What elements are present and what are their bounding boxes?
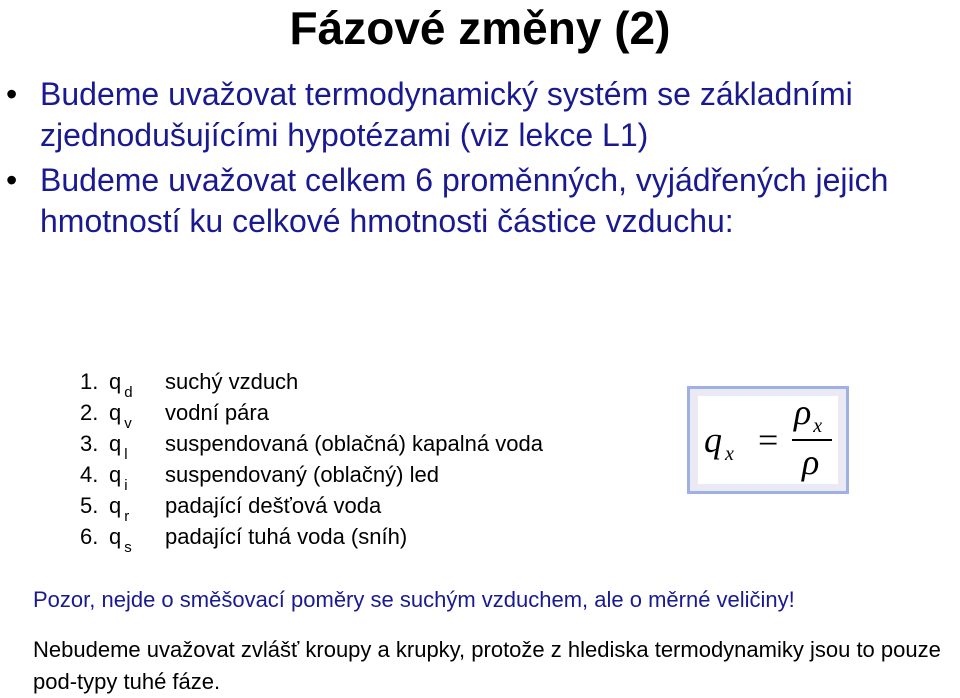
variable-number: 4.	[80, 462, 99, 487]
variable-description: padající tuhá voda (sníh)	[165, 524, 408, 549]
variable-number: 6.	[80, 524, 99, 549]
formula-denominator: ρ	[802, 442, 820, 482]
variable-symbol: q $_i$	[109, 462, 128, 495]
fraction-bar	[792, 439, 832, 441]
variable-description: vodní pára	[165, 400, 269, 425]
variable-number: 2.	[80, 400, 99, 425]
variable-description: suspendovaný (oblačný) led	[165, 462, 439, 487]
warning-note: Pozor, nejde o směšovací poměry se suchým vzduchem, ale o měrné veličiny!	[33, 587, 795, 612]
bullet-item-variables	[0, 160, 920, 242]
variable-symbol: q $_s$	[109, 524, 132, 557]
formula-equals: =	[758, 420, 779, 460]
bullet-text: Budeme uvažovat celkem 6 proměnných, vyjádřených jejich hmotností ku celkové hmotnosti částice vzduchu:	[40, 162, 889, 239]
bullet-list	[0, 74, 960, 246]
bullet-text: Budeme uvažovat termodynamický systém se základními zjednodušujícími hypotézami (viz lekce L1)	[40, 76, 853, 153]
variable-number: 5.	[80, 493, 99, 518]
variable-symbol: q $_r$	[109, 493, 130, 526]
variable-number: 3.	[80, 431, 99, 456]
slide-title: Fázové změny (2)	[289, 2, 671, 54]
formula-canvas	[698, 392, 838, 484]
exclusion-note: Nebudeme uvažovat zvlášť kroupy a krupky, protože z hlediska termodynamiky jsou to pouze pod-typy tuhé fáze.	[33, 637, 941, 694]
variable-number: 1.	[80, 369, 99, 394]
variable-symbol: q $_l$	[109, 431, 128, 464]
variable-symbol: q $_d$	[109, 369, 133, 402]
variable-description: suchý vzduch	[165, 369, 299, 394]
formula-numerator: ρ $_x$	[794, 392, 823, 438]
bullet-marker: •	[6, 162, 18, 198]
formula-image	[687, 386, 849, 494]
bullet-marker: •	[6, 76, 18, 112]
variable-symbol: q $_v$	[109, 400, 132, 433]
variable-description: suspendovaná (oblačná) kapalná voda	[165, 431, 543, 456]
bullet-item-hypotheses	[0, 74, 920, 156]
formula-lhs: q $_x$	[704, 420, 734, 466]
variable-description: padající dešťová voda	[165, 493, 382, 518]
